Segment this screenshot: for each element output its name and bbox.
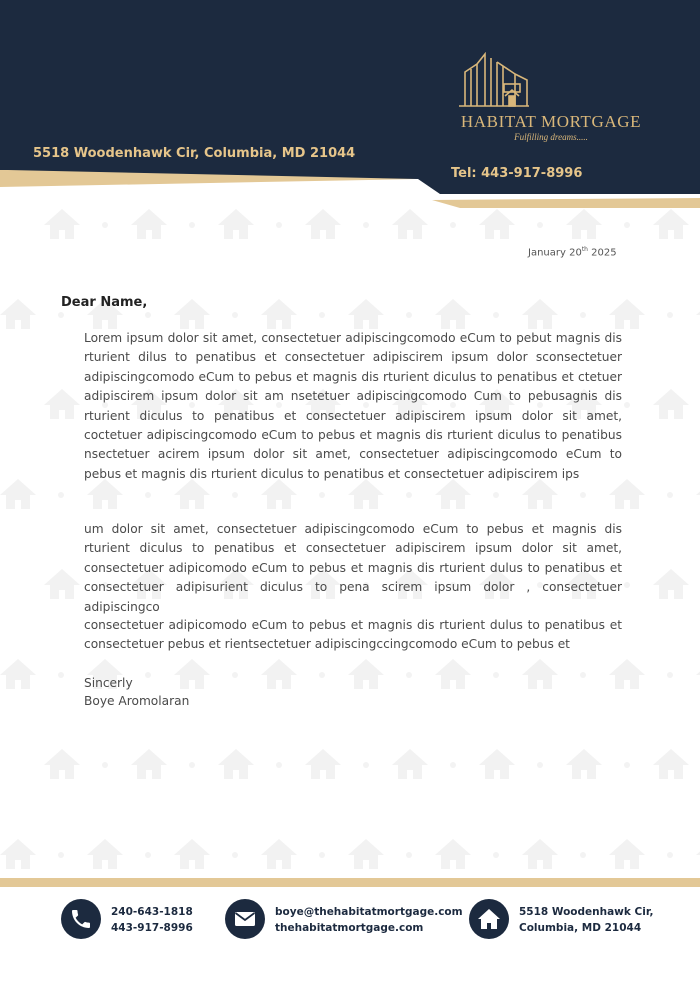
watermark-dot [58,312,64,318]
watermark-house [696,839,700,869]
watermark-dot [232,492,238,498]
watermark-dot [580,852,586,858]
home-icon [469,899,509,939]
watermark-house [609,659,645,689]
watermark-dot [319,672,325,678]
body-paragraph-3: consectetuer adipicomodo eCum to pebus et magnis dis rturient dulus to penatibus et consectetuer pebus et rientsectetuer adipiscingccingcomodo eCum to pebus et [84,618,622,652]
watermark-dot [102,762,108,768]
watermark-dot [537,762,543,768]
footer-phone-1: 240-643-1818 [111,906,193,918]
watermark-house [0,839,36,869]
watermark-dot [406,852,412,858]
watermark-house [44,749,80,779]
watermark-dot [493,312,499,318]
watermark-dot [276,222,282,228]
watermark-house [479,749,515,779]
watermark-house [696,479,700,509]
watermark-dot [145,852,151,858]
watermark-dot [189,222,195,228]
watermark-house [174,299,210,329]
footer-address-line-1: 5518 Woodenhawk Cir, [519,906,654,918]
footer-website[interactable]: thehabitatmortgage.com [275,922,424,934]
watermark-dot [624,222,630,228]
watermark-dot [232,312,238,318]
watermark-dot [667,852,673,858]
watermark-house [348,299,384,329]
building-logo-icon [455,52,533,108]
header-phone: Tel: 443-917-8996 [451,166,583,181]
watermark-house [609,299,645,329]
watermark-dot [580,312,586,318]
body-paragraph-2: um dolor sit amet, consectetuer adipiscingcomodo eCum to pebus et magnis dis rturient diculus to penatibus et consectetuer adipiscirem ipsum dolor sit amet, consectetuer adipicomodo eCum to pebus et magnis dis rturient dulus to penatibus et consectetuer adipisurient diculus to pena scirem ipsum dolor , consectetuer adipiscingco [84,522,622,614]
footer-email-text [275,904,463,936]
watermark-house [131,749,167,779]
watermark-dot [319,852,325,858]
watermark-dot [580,492,586,498]
footer-phone-2: 443-917-8996 [111,922,193,934]
watermark-house [653,389,689,419]
logo-company-name: HABITAT MORTGAGE [460,112,642,131]
footer-email[interactable]: boye@thehabitatmortgage.com [275,906,463,918]
letterhead-header [0,0,700,215]
body-paragraph-1: Lorem ipsum dolor sit amet, consectetuer adipiscingcomodo eCum to pebut magnis dis rturient dilus to penatibus et consectetuer adipiscirem ipsum dolor sconsectetuer adipiscingcomodo eCum to pebus et magnis dis rturient diculus to penatibus et ctetuer adipiscirem ipsum dolor sit am nsetetuer adipiscingcomodo Cum to pebusagnis dis rturient diculus to penatibus et consectetuer adipiscirem ipsum dolor sit amet, coctetuer adipiscingcomodo eCum to pebus et magnis dis rturient diculus to penatibus nsectetuer acirem ipsum dolor sit amet, consectetuer adipiscingcomodo eCum to pebus et magnis dis rturient diculus to penatibus et consectetuer adipiscirem ips [84,331,622,481]
watermark-dot [58,852,64,858]
watermark-house [261,659,297,689]
watermark-dot [667,672,673,678]
watermark-dot [232,852,238,858]
watermark-dot [624,402,630,408]
logo-tagline: Fulfilling dreams..... [514,132,588,142]
watermark-house [609,839,645,869]
watermark-dot [667,492,673,498]
watermark-dot [319,492,325,498]
watermark-dot [319,312,325,318]
watermark-house [696,659,700,689]
footer-address-text [519,904,653,936]
footer-phone-text [111,904,193,936]
watermark-dot [406,492,412,498]
watermark-house [0,659,36,689]
watermark-house [435,839,471,869]
watermark-house [44,389,80,419]
watermark-house [174,839,210,869]
watermark-dot [363,762,369,768]
watermark-dot [363,222,369,228]
phone-icon [61,899,101,939]
watermark-house [305,749,341,779]
watermark-dot [58,492,64,498]
watermark-house [696,299,700,329]
watermark-dot [537,222,543,228]
watermark-dot [450,222,456,228]
watermark-dot [145,312,151,318]
watermark-dot [580,672,586,678]
closing-word: Sincerly [84,676,133,690]
watermark-dot [493,852,499,858]
watermark-house [392,749,428,779]
watermark-dot [624,762,630,768]
watermark-house [0,479,36,509]
watermark-house [653,749,689,779]
watermark-house [566,749,602,779]
watermark-dot [58,672,64,678]
envelope-icon [225,899,265,939]
watermark-house [522,839,558,869]
date-day: January 20 [528,247,582,259]
watermark-house [261,299,297,329]
watermark-dot [493,672,499,678]
watermark-house [218,749,254,779]
watermark-dot [189,762,195,768]
letter-date [528,246,617,258]
letter-closing [84,674,189,710]
watermark-house [348,839,384,869]
watermark-house [435,659,471,689]
watermark-house [0,299,36,329]
watermark-dot [667,312,673,318]
watermark-dot [145,492,151,498]
salutation: Dear Name, [61,295,148,310]
date-ordinal: th [581,246,588,253]
watermark-dot [450,762,456,768]
footer-gold-band [0,878,700,887]
watermark-dot [493,492,499,498]
footer-address-line-2: Columbia, MD 21044 [519,922,642,934]
watermark-dot [102,222,108,228]
watermark-house [653,569,689,599]
watermark-house [348,659,384,689]
header-address: 5518 Woodenhawk Cir, Columbia, MD 21044 [33,146,356,161]
watermark-house [435,299,471,329]
watermark-house [261,839,297,869]
date-year: 2025 [587,247,617,259]
watermark-house [522,659,558,689]
watermark-dot [232,672,238,678]
watermark-dot [406,312,412,318]
watermark-dot [276,762,282,768]
watermark-dot [406,672,412,678]
watermark-house [522,299,558,329]
watermark-dot [624,582,630,588]
company-logo [455,52,647,147]
signature-name: Boye Aromolaran [84,694,190,708]
watermark-house [87,839,123,869]
watermark-house [44,569,80,599]
